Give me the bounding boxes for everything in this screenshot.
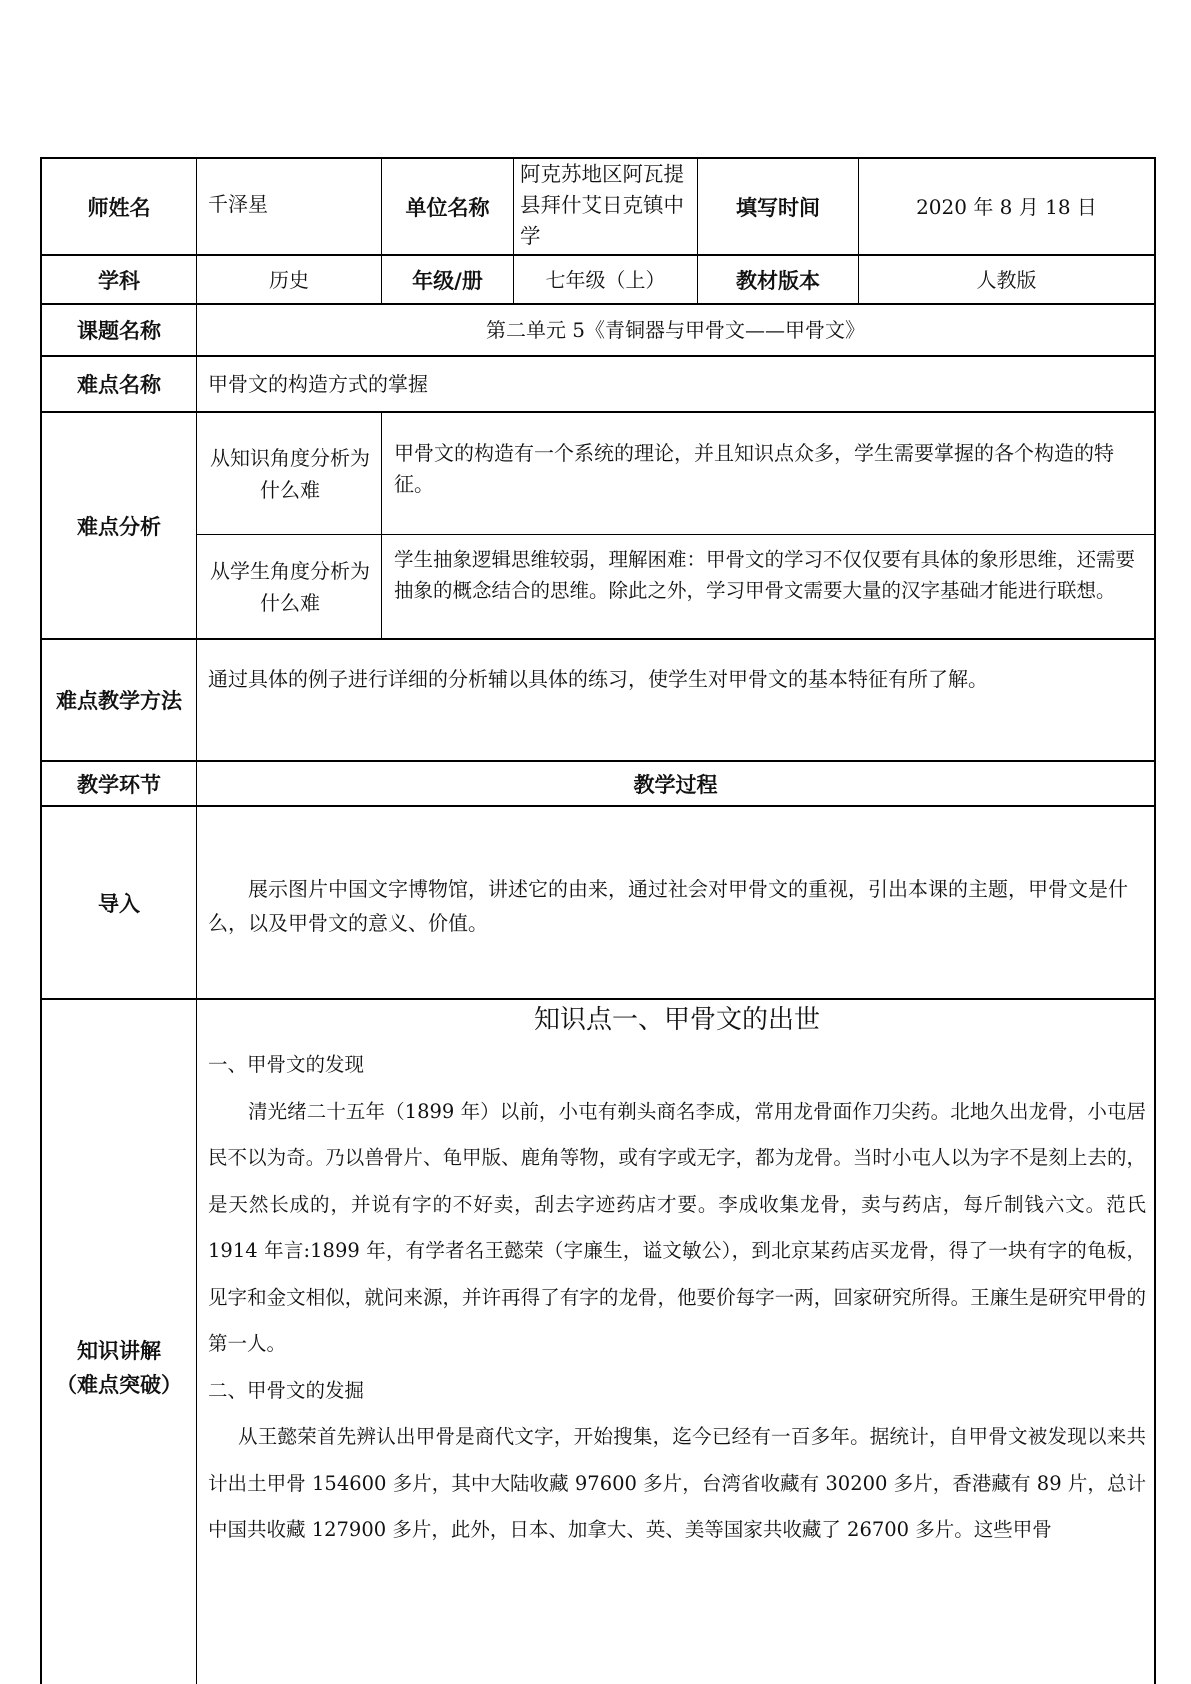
student-angle-label: 从学生角度分析为什么难 [210,558,370,615]
grade-value: 七年级（上） [545,267,666,292]
knowledge-title: 知识点一、甲骨文的出世 [533,1005,820,1035]
difficulty-label: 难点名称 [77,373,161,397]
grade-label: 年级/册 [412,268,483,293]
teacher-label: 师姓名 [87,195,151,220]
knowledge-angle-label: 从知识角度分析为什么难 [210,445,370,502]
segment-header: 教学环节 [77,772,161,797]
knowledge-label-line2: （难点突破） [56,1373,182,1397]
subject-value: 历史 [269,267,309,292]
date-label: 填写时间 [736,195,820,220]
edition-label: 教材版本 [736,268,820,293]
difficulty-value: 甲骨文的构造方式的掌握 [208,372,428,396]
row-divider [40,355,1156,357]
unit-name: 阿克苏地区阿瓦提县拜什艾日克镇中学 [520,162,684,248]
student-angle-text: 学生抽象逻辑思维较弱，理解困难：甲骨文的学习不仅仅要有具体的象形思维，还需要抽象的概念结合的思维。除此之外，学习甲骨文需要大量的汉字基础才能进行联想。 [394,548,1136,602]
method-value: 通过具体的例子进行详细的分析辅以具体的练习，使学生对甲骨文的基本特征有所了解。 [208,667,988,691]
topic-value: 第二单元 5《青铜器与甲骨文——甲骨文》 [485,318,866,342]
table-right-border [1154,157,1156,1684]
paragraph-discovery: 清光绪二十五年（1899 年）以前，小屯有剃头商名李成，常用龙骨面作刀尖药。北地久出龙骨，小屯居民不以为奇。乃以兽骨片、龟甲版、鹿角等物，或有字或无字，都为龙骨。当时小屯人以为字不是刻上去的，是天然长成的，并说有字的不好卖，刮去字迹药店才要。李成收集龙骨，卖与药店，每斤制钱六文。范氏 1914 年言:1899 年，有学者名王懿荣（字廉生，谥文敏公），到北京某药店买龙骨，得了一块有字的龟板，见字和金文相似，就问来源，并许再得了有字的龙骨，他要价每字一两，回家研究所得。王廉生是研究甲骨的第一人。 [208,1099,1146,1355]
process-header: 教学过程 [633,772,718,797]
knowledge-label [42,1000,196,1684]
row-divider [40,411,1156,413]
analysis-label: 难点分析 [77,514,161,539]
unit-label: 单位名称 [405,195,490,220]
column-divider [381,411,382,639]
row-divider [40,805,1156,807]
subheading-excavation: 二、甲骨文的发掘 [208,1378,365,1402]
column-divider [196,157,197,1684]
method-label: 难点教学方法 [56,689,182,713]
row-divider [40,638,1156,640]
knowledge-label-line1: 知识讲解 [77,1339,161,1363]
edition-value: 人教版 [976,267,1037,292]
teacher-name: 千泽星 [208,192,268,216]
subheading-discovery: 一、甲骨文的发现 [208,1053,365,1076]
knowledge-angle-text: 甲骨文的构造有一个系统的理论，并且知识点众多，学生需要掌握的各个构造的特征。 [394,441,1114,496]
subject-label: 学科 [98,268,140,293]
intro-label: 导入 [98,891,140,916]
paragraph-excavation: 从王懿荣首先辨认出甲骨是商代文字，开始搜集，迄今已经有一百多年。据统计，自甲骨文被发现以来共计出土甲骨 154600 多片，其中大陆收藏 97600 多片，台湾省收藏有 30200 多片，香港藏有 89 片，总计中国共收藏 127900 多片，此外，日本、加拿大、英、美等国家共收藏了 26700 多片。这些甲骨 [208,1425,1146,1541]
topic-label: 课题名称 [77,319,161,343]
intro-value: 展示图片中国文字博物馆，讲述它的由来，通过社会对甲骨文的重视，引出本课的主题，甲骨文是什么，以及甲骨文的意义、价值。 [208,877,1128,935]
date-value: 2020 年 8 月 18 日 [916,194,1097,219]
knowledge-content [208,1000,1146,1554]
